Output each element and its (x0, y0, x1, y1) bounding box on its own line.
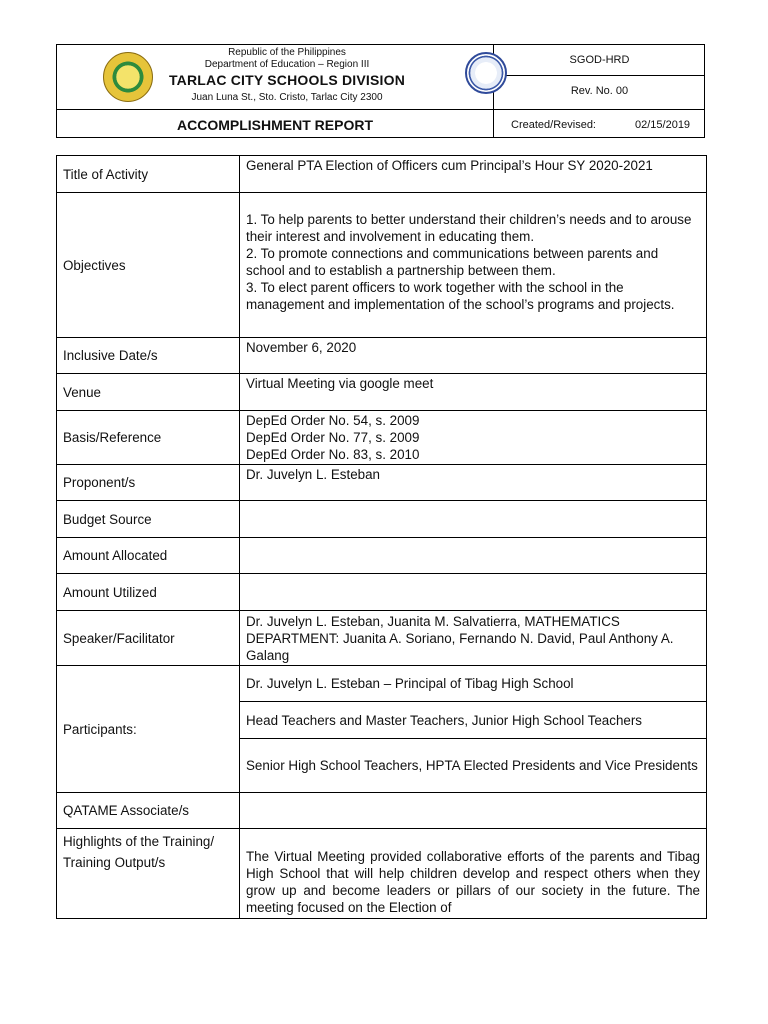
allocated-value (240, 538, 707, 574)
row-label: Participants: (57, 666, 240, 793)
highlights-label (57, 829, 240, 919)
highlights-label-line: Training Output/s (63, 855, 166, 870)
department-text: Department of Education – Region III (204, 59, 370, 70)
table-row (57, 574, 707, 611)
revision-number: Rev. No. 00 (570, 85, 629, 97)
objective-item: 1. To help parents to better understand their children’s needs and to arouse their interest and involvement in educating them. (246, 212, 692, 244)
document-code: SGOD-HRD (569, 54, 630, 66)
header-divider (57, 109, 704, 110)
utilized-value (240, 574, 707, 611)
table-row (57, 411, 707, 465)
table-row (57, 374, 707, 411)
row-label: Basis/Reference (57, 411, 240, 465)
table-row (57, 338, 707, 374)
table-row (57, 793, 707, 829)
basis-item: DepEd Order No. 77, s. 2009 (246, 430, 420, 445)
row-label: Amount Utilized (57, 574, 240, 611)
speaker-value: Dr. Juvelyn L. Esteban, Juanita M. Salvatierra, MATHEMATICS DEPARTMENT: Juanita A. Soriano, Fernando N. David, Paul Anthony A. Galang (240, 611, 707, 666)
basis-item: DepEd Order No. 83, s. 2010 (246, 447, 420, 462)
objective-item: 3. To elect parent officers to work together with the school in the management and implementation of the school’s programs and projects. (246, 280, 675, 312)
division-address: Juan Luna St., Sto. Cristo, Tarlac City 2300 (191, 92, 383, 103)
header-divider (493, 75, 704, 76)
participant-item: Head Teachers and Master Teachers, Junior High School Teachers (240, 702, 707, 739)
basis-item: DepEd Order No. 54, s. 2009 (246, 413, 420, 428)
created-label: Created/Revised: (511, 119, 596, 131)
venue-value: Virtual Meeting via google meet (240, 374, 707, 411)
table-row (57, 611, 707, 666)
table-row (57, 156, 707, 193)
budget-value (240, 501, 707, 538)
table-row (57, 829, 707, 919)
created-date: 02/15/2019 (635, 119, 691, 131)
proponent-value: Dr. Juvelyn L. Esteban (240, 465, 707, 501)
division-name: TARLAC CITY SCHOOLS DIVISION (168, 72, 406, 88)
row-label: QATAME Associate/s (57, 793, 240, 829)
participant-item: Senior High School Teachers, HPTA Elected Presidents and Vice Presidents (240, 739, 707, 793)
participant-item: Dr. Juvelyn L. Esteban – Principal of Tibag High School (240, 666, 707, 702)
table-row (57, 465, 707, 501)
table-row (57, 538, 707, 574)
republic-text: Republic of the Philippines (228, 47, 346, 58)
row-label: Proponent/s (57, 465, 240, 501)
row-label: Title of Activity (57, 156, 240, 193)
basis-list (240, 411, 707, 465)
document-header (56, 44, 705, 138)
inclusive-dates: November 6, 2020 (240, 338, 707, 374)
row-label: Objectives (57, 193, 240, 338)
row-label: Venue (57, 374, 240, 411)
highlights-label-line: Highlights of the Training/ (63, 834, 215, 849)
table-row (57, 666, 707, 702)
objectives-list (240, 193, 707, 338)
qatame-value (240, 793, 707, 829)
tarlac-division-seal-icon (103, 52, 153, 102)
report-title: ACCOMPLISHMENT REPORT (177, 117, 373, 133)
row-label: Amount Allocated (57, 538, 240, 574)
highlights-value: The Virtual Meeting provided collaborative efforts of the parents and Tibag High School that will help children develop and respect others when they grow up and become leaders or pillars of our society in the future. The meeting focused on the Election of (240, 829, 707, 919)
row-label: Budget Source (57, 501, 240, 538)
objective-item: 2. To promote connections and communications between parents and school and to establish a partnership between them. (246, 246, 659, 278)
accomplishment-table (56, 155, 707, 919)
row-label: Speaker/Facilitator (57, 611, 240, 666)
row-label: Inclusive Date/s (57, 338, 240, 374)
table-row (57, 501, 707, 538)
table-row (57, 193, 707, 338)
activity-title: General PTA Election of Officers cum Principal’s Hour SY 2020-2021 (240, 156, 707, 193)
